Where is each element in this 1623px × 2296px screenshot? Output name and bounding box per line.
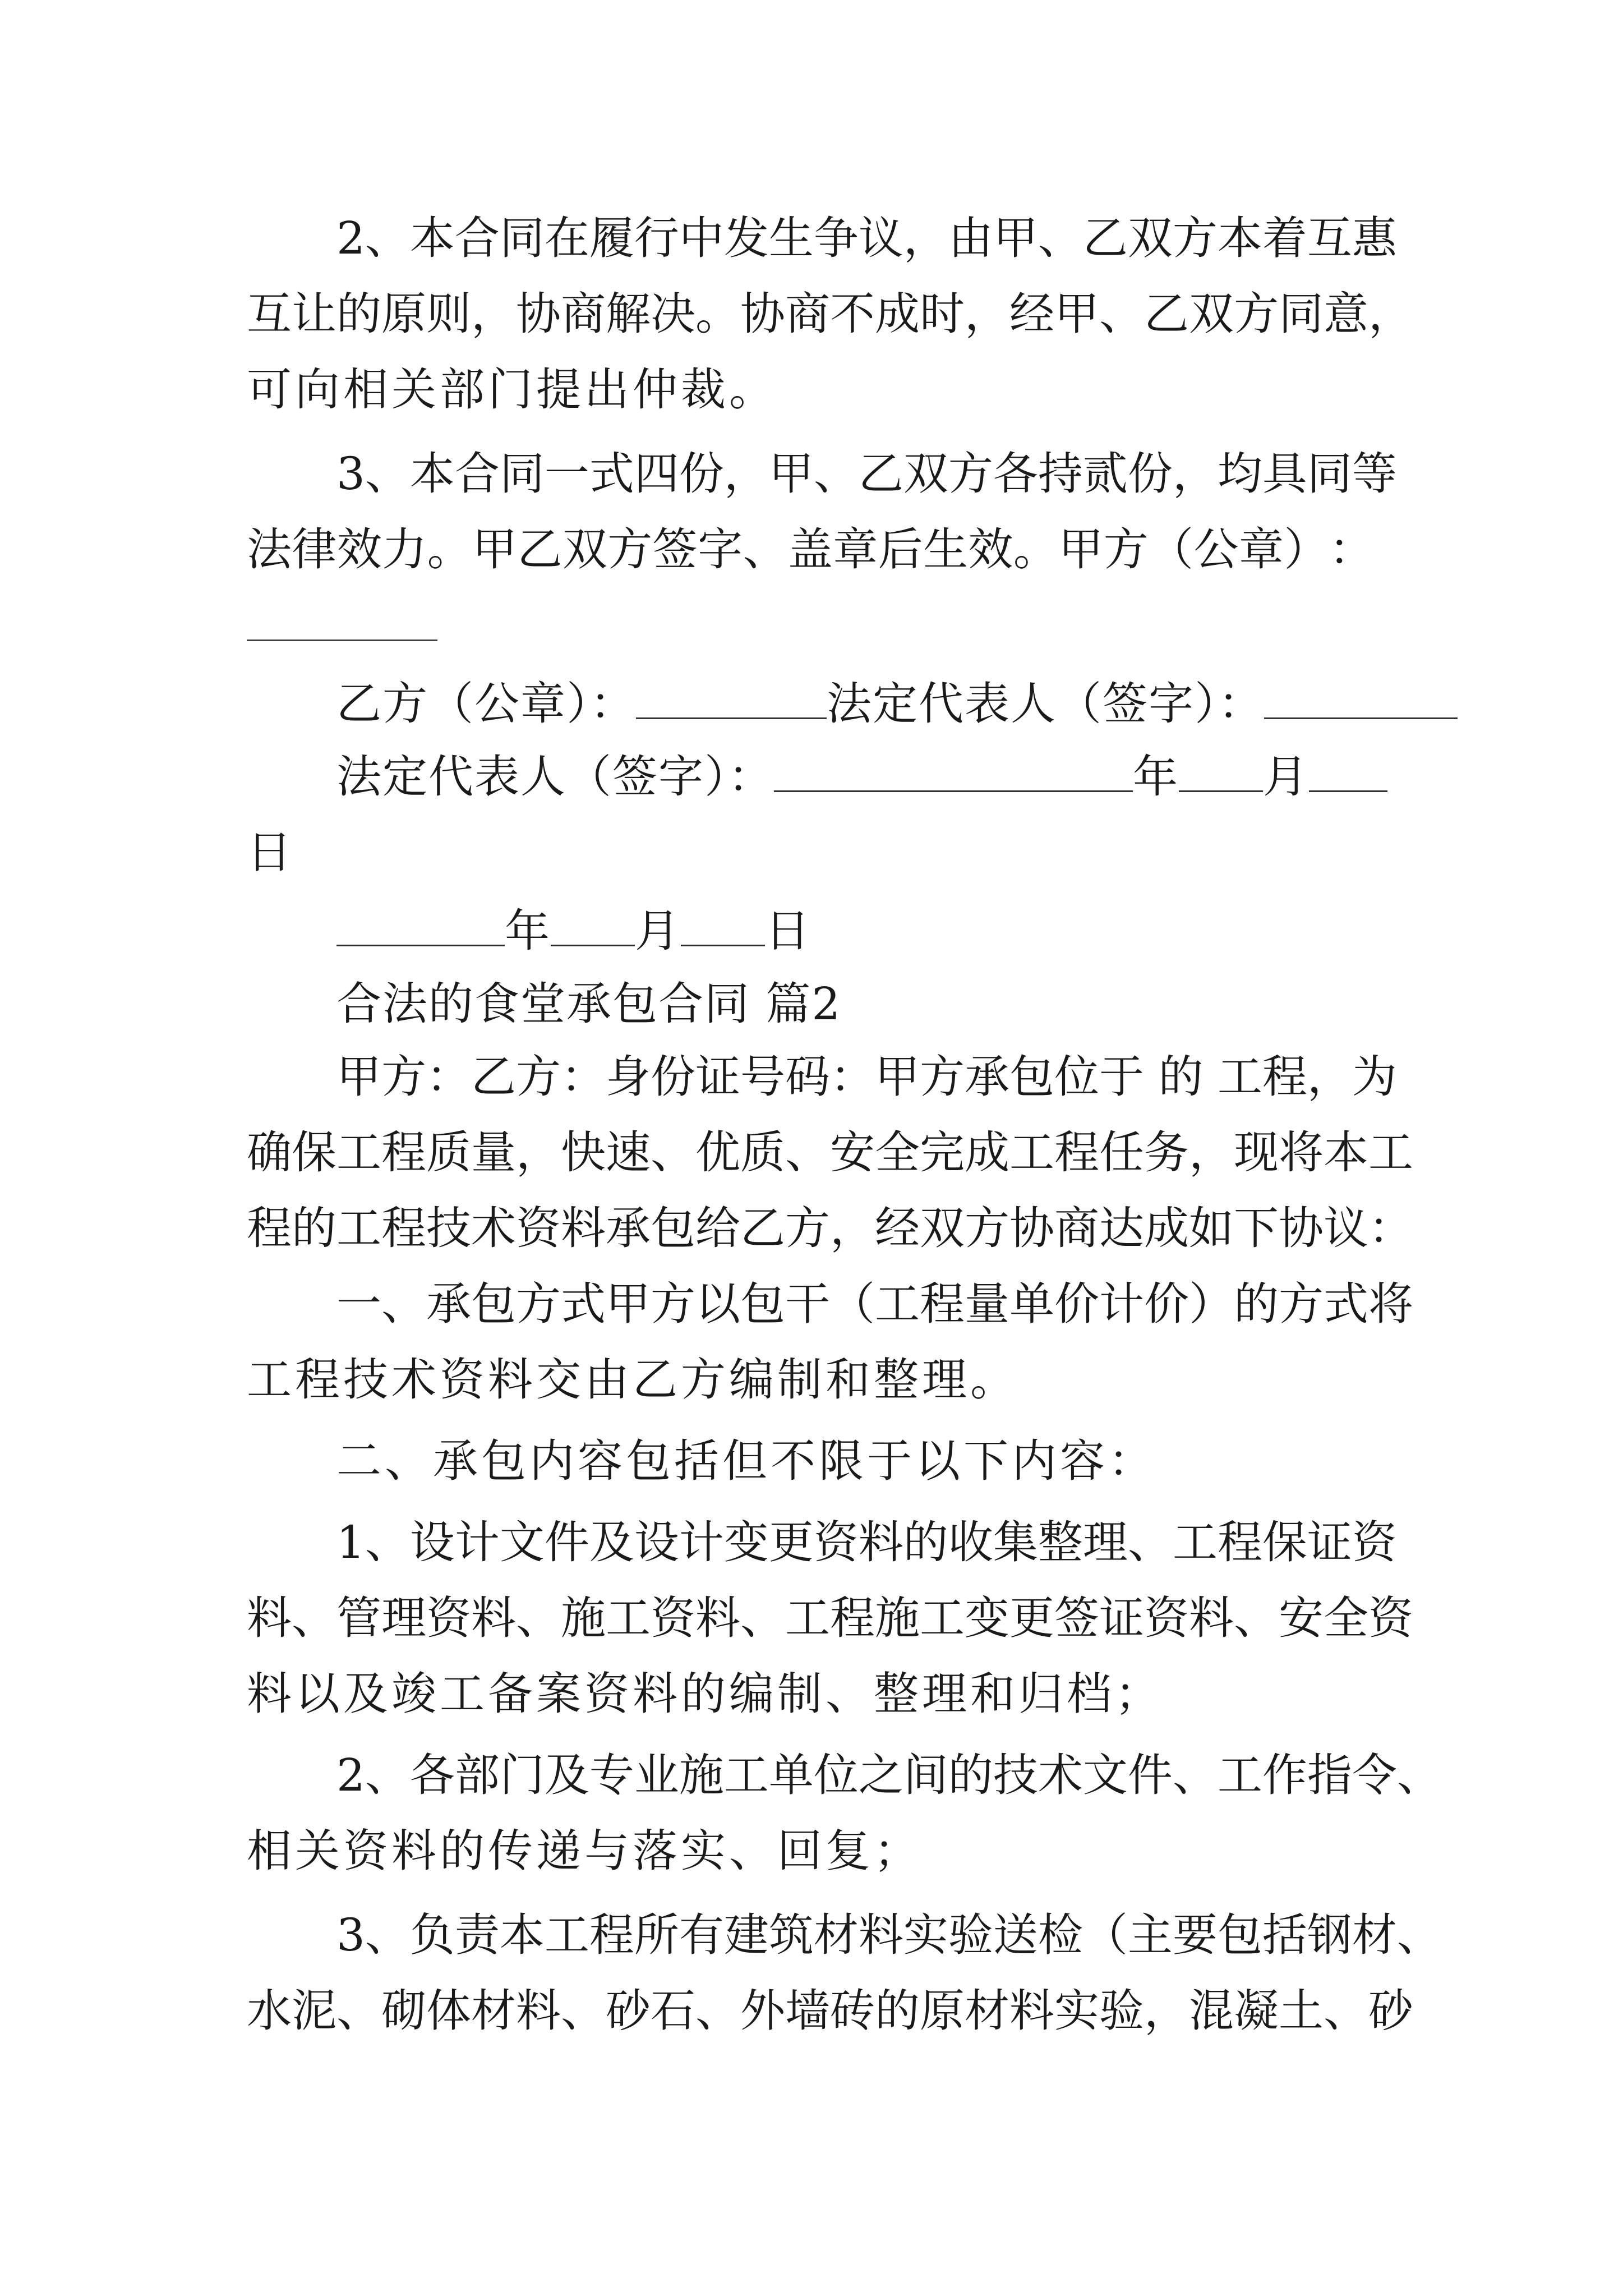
month-label: 月: [1263, 751, 1309, 803]
day-line: [247, 825, 1374, 881]
paragraph-line: 互 让 的 原 则 ， 协 商 解 决 。 协 商 不 成 时 ， 经 甲 、 乙 双 方 同 意 ，: [247, 288, 1413, 340]
paragraph-line: 3 、 本 合 同 一 式 四 份 ， 甲 、 乙 双 方 各 持 贰 份 ， 均 具 同 等: [336, 448, 1397, 500]
party-b-seal-label: 乙方（公章）：: [336, 678, 636, 730]
signature-line: [336, 676, 1374, 732]
signature-blank: [1264, 678, 1458, 719]
paragraph-line: 工程技术资料交由乙方编制和整理。: [247, 1354, 1018, 1406]
day-label: 日: [765, 905, 811, 957]
paragraph-line: 水 泥 、 砌 体 材 料 、 砂 石 、 外 墙 砖 的 原 材 料 实 验 ， 混 凝 土 、 砂: [247, 1985, 1413, 2037]
paragraph-line: 2 、 本 合 同 在 履 行 中 发 生 争 议 ， 由 甲 、 乙 双 方 本 着 互 惠: [336, 212, 1397, 264]
paragraph-line: 甲 方 ： 乙 方 ： 身 份 证 号 码 ： 甲 方 承 包 位 于 的 工 程 ， 为: [336, 1051, 1397, 1103]
year-label: 年: [505, 905, 551, 957]
paragraph-line: 法 律 效 力 。 甲 乙 双 方 签 字 、 盖 章 后 生 效 。 甲 方 （ 公 章 ） ：: [247, 523, 1374, 576]
paragraph-line: 确 保 工 程 质 量 ， 快 速 、 优 质 、 安 全 完 成 工 程 任 务 ， 现 将 本 工: [247, 1126, 1413, 1179]
signature-blank: [247, 639, 437, 641]
signature-blank: [1179, 751, 1263, 792]
paragraph-line: 2 、 各 部 门 及 专 业 施 工 单 位 之 间 的 技 术 文 件 、 工 作 指 令 、: [336, 1749, 1442, 1801]
legal-rep-sign-label: 法定代表人（签字）：: [336, 751, 774, 803]
day-label: 日: [247, 826, 295, 878]
section-heading: 合法的食堂承包合同 篇2: [336, 978, 842, 1030]
paragraph-line: 程 的 工 程 技 术 资 料 承 包 给 乙 方 ， 经 双 方 协 商 达 成 如 下 协 议 ：: [247, 1202, 1413, 1254]
paragraph-line: 1 、 设 计 文 件 及 设 计 变 更 资 料 的 收 集 整 理 、 工 程 保 证 资: [336, 1516, 1397, 1568]
paragraph-line: 相关资料的传递与落实、回复；: [247, 1825, 922, 1877]
paragraph-line: 料以及竣工备案资料的编制、整理和归档；: [247, 1668, 1163, 1720]
signature-blank: [681, 905, 765, 946]
year-label: 年: [1133, 751, 1179, 803]
signature-blank: [336, 905, 505, 946]
paragraph-line: 可向相关部门提出仲裁。: [247, 364, 777, 416]
signature-line: [336, 749, 1374, 805]
date-line: [336, 903, 1374, 959]
paragraph-line: 料 、 管 理 资 料 、 施 工 资 料 、 工 程 施 工 变 更 签 证 资 料 、 安 全 资: [247, 1592, 1413, 1644]
signature-blank: [774, 751, 1133, 792]
signature-blank: [636, 678, 827, 719]
paragraph-line: 二、承包内容包括但不限于以下内容：: [336, 1435, 1156, 1487]
signature-blank: [1309, 751, 1387, 792]
signature-blank: [551, 905, 635, 946]
legal-rep-sign-label: 法定代表人（签字）：: [827, 678, 1264, 730]
month-label: 月: [635, 905, 681, 957]
paragraph-line: 一 、 承 包 方 式 甲 方 以 包 干 （ 工 程 量 单 价 计 价 ） 的 方 式 将: [336, 1278, 1413, 1330]
paragraph-line: 3 、 负 责 本 工 程 所 有 建 筑 材 料 实 验 送 检 （ 主 要 包 括 钢 材 、: [336, 1909, 1442, 1961]
